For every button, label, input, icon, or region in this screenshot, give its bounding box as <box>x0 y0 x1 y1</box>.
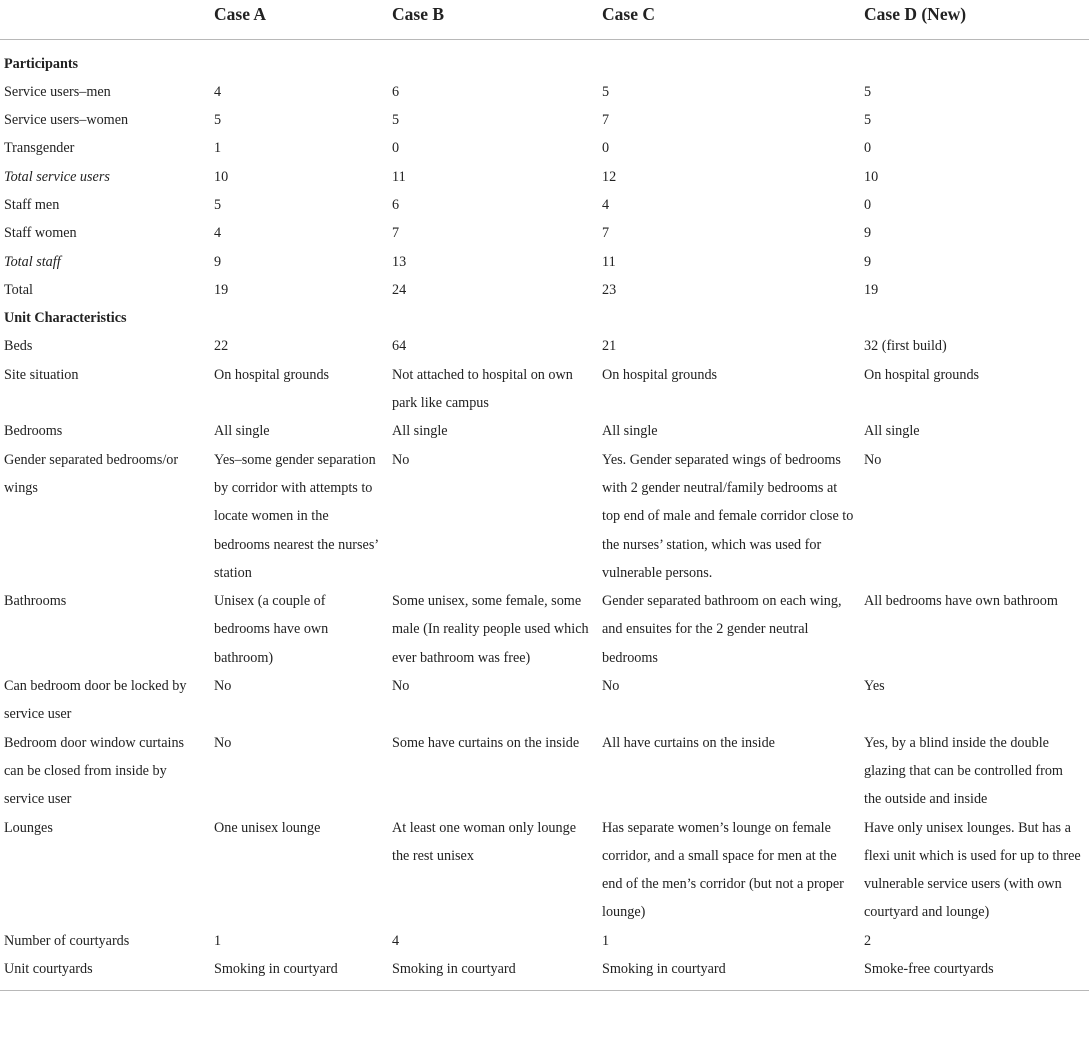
row-label-cell: Bathrooms <box>4 593 67 610</box>
table-cell: 6 <box>392 83 400 100</box>
table-row <box>0 814 1089 927</box>
row-label-cell: Unit Characteristics <box>4 310 127 327</box>
table-row <box>0 332 1089 360</box>
table-cell: No <box>392 678 410 695</box>
table-row <box>0 587 1089 672</box>
table-cell: 9 <box>214 253 222 270</box>
table-cell: Gender separated bathroom on each wing, and ensuites for the 2 gender neutral bedrooms <box>602 593 842 666</box>
row-label-cell: Service users–women <box>4 112 129 129</box>
table-cell: 7 <box>392 225 400 242</box>
row-label-cell: Bedroom door window curtains can be closed from inside by service user <box>4 734 185 808</box>
table-cell: Smoking in courtyard <box>210 955 388 991</box>
table-cell: Some have curtains on the inside <box>392 734 580 751</box>
table-cell: 4 <box>214 225 222 242</box>
table-cell: Yes. Gender separated wings of bedrooms with 2 gender neutral/family bedrooms at top end of male and female corridor close to the nurses’ station, which was used for vulnerable persons. <box>602 451 854 581</box>
table-cell: On hospital grounds <box>214 366 330 383</box>
table-cell: 19 <box>214 281 229 298</box>
table-cell <box>598 39 860 78</box>
table-row <box>0 955 1089 991</box>
row-label-cell: Total staff <box>4 253 61 270</box>
table-cell: 13 <box>392 253 407 270</box>
table-cell: All single <box>392 423 448 440</box>
table-cell: 0 <box>602 140 610 157</box>
table-cell: 4 <box>392 932 400 949</box>
table-cell: 22 <box>214 338 229 355</box>
table-row <box>0 78 1089 106</box>
row-label-cell: Lounges <box>4 819 53 836</box>
row-label-cell: Beds <box>4 338 33 355</box>
table-cell: 10 <box>214 168 229 185</box>
table-cell: 1 <box>214 932 222 949</box>
table-cell <box>860 39 1089 78</box>
table-cell: 7 <box>602 112 610 129</box>
table-cell: All single <box>602 423 658 440</box>
row-label-cell: Total service users <box>4 168 110 185</box>
table-cell: 11 <box>602 253 616 270</box>
table-cell: Some unisex, some female, some male (In reality people used which ever bathroom was free) <box>392 593 589 666</box>
table-cell: Yes <box>864 678 885 695</box>
table-cell: 5 <box>392 112 400 129</box>
table-cell: 1 <box>214 140 222 157</box>
row-label-cell: Site situation <box>4 366 79 383</box>
table-body <box>0 39 1089 991</box>
header-cell-case-b: Case B <box>388 0 598 39</box>
table-cell: Smoke-free courtyards <box>860 955 1089 991</box>
table-cell: 4 <box>602 196 610 213</box>
table-cell: 5 <box>214 112 222 129</box>
row-label-cell: Service users–men <box>4 83 111 100</box>
table-cell <box>388 39 598 78</box>
table-cell: All have curtains on the inside <box>602 734 775 751</box>
row-label-cell: Gender separated bedrooms/or wings <box>4 451 179 496</box>
table-cell: Yes, by a blind inside the double glazing that can be controlled from the outside and inside <box>864 734 1063 808</box>
row-label-cell: Transgender <box>4 140 75 157</box>
table-cell: 0 <box>864 196 872 213</box>
table-cell <box>860 304 1089 332</box>
header-cell-blank <box>0 0 210 39</box>
table-row <box>0 219 1089 247</box>
table-cell: 9 <box>864 225 872 242</box>
table-row <box>0 106 1089 134</box>
table-row <box>0 134 1089 162</box>
table-cell: All bedrooms have own bathroom <box>864 593 1058 610</box>
table-cell: 5 <box>864 83 872 100</box>
table-row <box>0 191 1089 219</box>
table-cell: 1 <box>602 932 610 949</box>
table-cell <box>210 304 388 332</box>
row-label-cell: Unit courtyards <box>0 955 210 991</box>
table-cell: Have only unisex lounges. But has a flexi unit which is used for up to three vulnerable service users (with own courtyard and lounge) <box>864 819 1081 921</box>
table-cell: 5 <box>214 196 222 213</box>
table-cell: 0 <box>864 140 872 157</box>
table-cell: Smoking in courtyard <box>388 955 598 991</box>
row-label-cell: Bedrooms <box>4 423 63 440</box>
table-cell: No <box>214 678 232 695</box>
table-cell: Smoking in courtyard <box>598 955 860 991</box>
table-row <box>0 417 1089 445</box>
table-cell: No <box>864 451 882 468</box>
table-cell: 9 <box>864 253 872 270</box>
table-cell: 5 <box>864 112 872 129</box>
row-label-cell: Participants <box>4 55 79 72</box>
table-cell: 0 <box>392 140 400 157</box>
table-cell: All single <box>864 423 920 440</box>
table-cell: 32 (first build) <box>864 338 947 355</box>
table-cell <box>598 304 860 332</box>
header-cell-case-a: Case A <box>210 0 388 39</box>
table-cell: No <box>214 734 232 751</box>
table-cell: At least one woman only lounge the rest unisex <box>392 819 577 864</box>
table-cell: No <box>602 678 620 695</box>
row-label-cell: Can bedroom door be locked by service user <box>4 678 187 723</box>
row-label-cell: Number of courtyards <box>4 932 130 949</box>
table-row <box>0 927 1089 955</box>
table-cell: 21 <box>602 338 617 355</box>
table-header <box>0 0 1089 39</box>
table-row <box>0 361 1089 418</box>
table-cell: 5 <box>602 83 610 100</box>
table-cell: One unisex lounge <box>214 819 321 836</box>
table-cell: On hospital grounds <box>602 366 718 383</box>
section-row <box>0 304 1089 332</box>
table-cell: 4 <box>214 83 222 100</box>
table-row <box>0 163 1089 191</box>
table-cell: On hospital grounds <box>864 366 980 383</box>
table-cell: 24 <box>392 281 407 298</box>
table-row <box>0 248 1089 276</box>
table-cell: 10 <box>864 168 879 185</box>
row-label-cell: Staff women <box>4 225 77 242</box>
header-cell-case-d: Case D (New) <box>860 0 1089 39</box>
table-cell: 6 <box>392 196 400 213</box>
row-label-cell: Total <box>4 281 33 298</box>
table-row <box>0 446 1089 587</box>
header-cell-case-c: Case C <box>598 0 860 39</box>
table-cell: 19 <box>864 281 879 298</box>
table-cell: Yes–some gender separation by corridor with attempts to locate women in the bedrooms nearest the nurses’ station <box>214 451 379 581</box>
table-cell: 12 <box>602 168 617 185</box>
table-row <box>0 672 1089 729</box>
table-row <box>0 276 1089 304</box>
table-cell: Not attached to hospital on own park like campus <box>392 366 573 412</box>
table-cell: 2 <box>864 932 872 949</box>
table-cell <box>388 304 598 332</box>
table-cell: Unisex (a couple of bedrooms have own bathroom) <box>214 593 329 666</box>
table-cell: All single <box>214 423 270 440</box>
row-label-cell: Staff men <box>4 196 60 213</box>
table-cell <box>210 39 388 78</box>
table-row <box>0 729 1089 814</box>
header-row <box>0 0 1089 39</box>
table-cell: 11 <box>392 168 406 185</box>
table-cell: 64 <box>392 338 407 355</box>
table-cell: 7 <box>602 225 610 242</box>
section-row <box>0 39 1089 78</box>
table-cell: No <box>392 451 410 468</box>
table-cell: 23 <box>602 281 617 298</box>
table-cell: Has separate women’s lounge on female corridor, and a small space for men at the end of the men’s corridor (but not a proper lounge) <box>602 819 844 921</box>
